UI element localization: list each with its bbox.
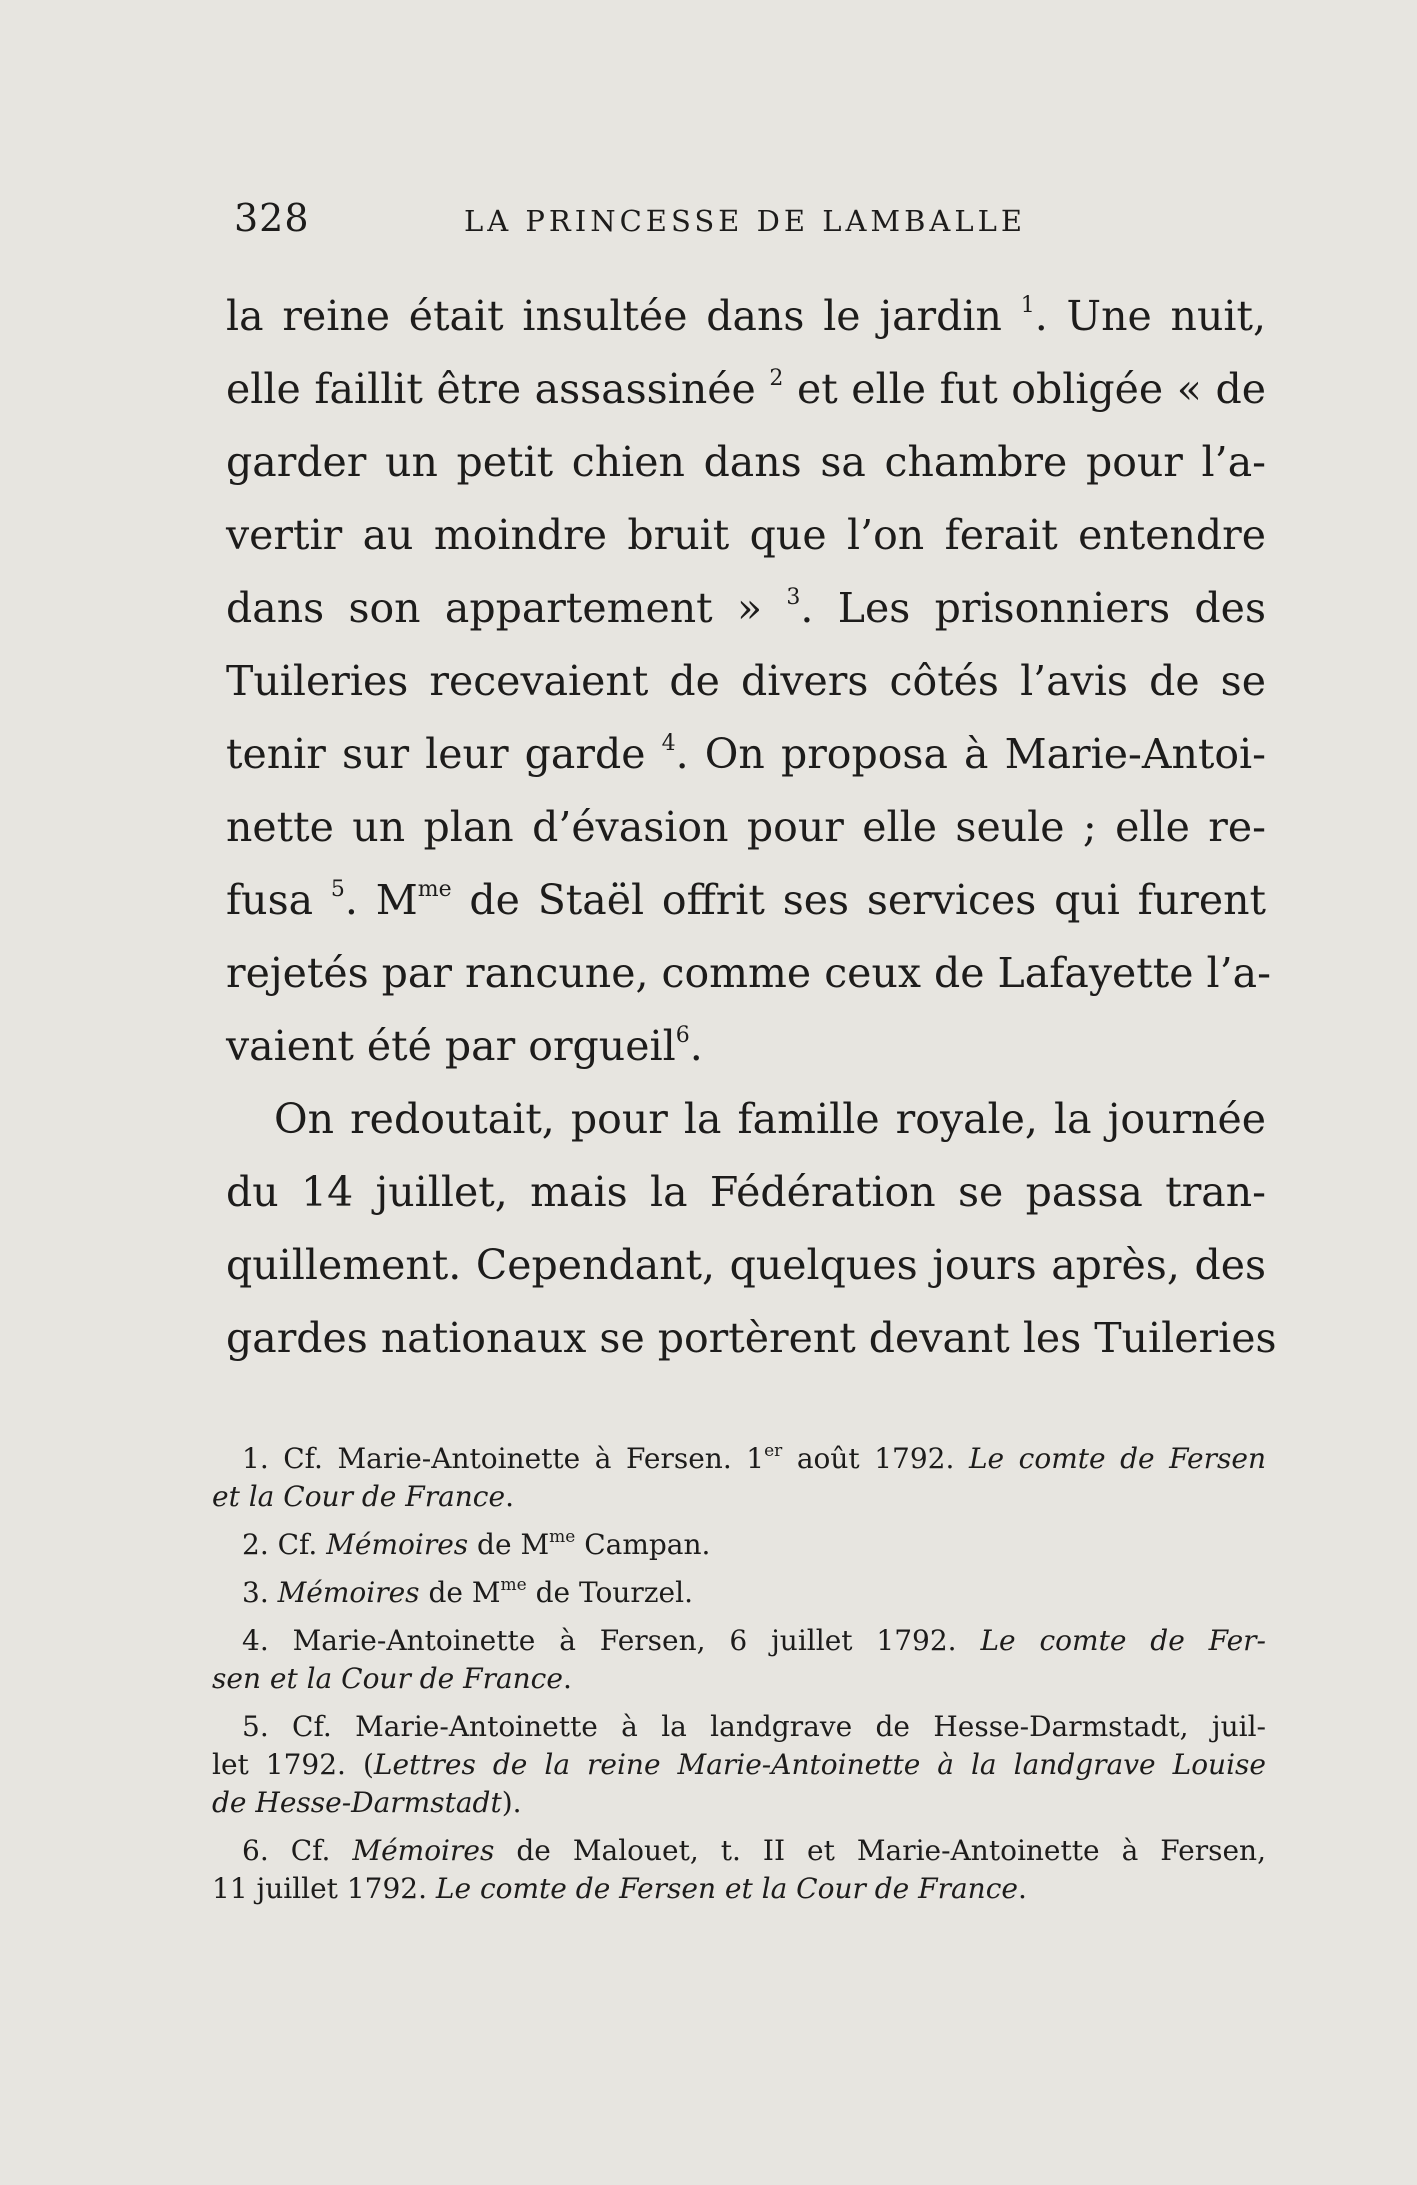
text-line: Tuileries recevaient de divers côtés l’avis de se [226,657,1266,705]
text-line: quillement. Cependant, quelques jours après, des [226,1241,1266,1289]
footnote [212,1574,1266,1612]
running-title: LA PRINCESSE DE LAMBALLE [464,204,1027,238]
footnote [212,1526,1266,1564]
text-line: gardes nationaux se portèrent devant les Tuileries [226,1314,1277,1362]
footnote-ref: 2 [769,366,784,391]
footnote-line: 5. Cf. Marie-Antoinette à la landgrave de Hesse-Darmstadt, juil- [242,1710,1266,1743]
footnote-line: let 1792. (Lettres de la reine Marie-Antoinette à la landgrave Louise [212,1748,1266,1781]
text-line: la reine était insultée dans le jardin $^1$. Une nuit, [226,292,1266,340]
footnote-line: 2. Cf. Mémoires de $M^{me}$ Campan. [242,1527,711,1561]
footnote-line: 4. Marie-Antoinette à Fersen, 6 juillet 1792. Le comte de Fer- [242,1624,1266,1657]
footnote [212,1708,1266,1822]
abbrev-superscript: me [417,877,452,902]
footnotes [212,1440,1266,1918]
text-line: elle faillit être assassinée $^2$ et elle fut obligée « de [226,365,1266,413]
text-line: rejetés par rancune, comme ceux de Lafayette l’a- [226,949,1271,997]
footnote [212,1440,1266,1516]
footnote-line: 11 juillet 1792. Le comte de Fersen et la Cour de France. [212,1872,1027,1905]
footnote-ref: 5 [330,877,345,902]
footnote-ref: 3 [786,585,801,610]
text-line: On redoutait, pour la famille royale, la journée [274,1095,1266,1143]
footnote-line: 6. Cf. Mémoires de Malouet, t. II et Marie-Antoinette à Fersen, [242,1834,1266,1867]
text-line: tenir sur leur garde $^4$. On proposa à Marie-Antoi- [226,730,1266,778]
body-text [226,280,1277,1375]
text-line: garder un petit chien dans sa chambre pour l’a- [226,438,1266,486]
footnote-line: 3. Mémoires de $M^{me}$ de Tourzel. [242,1575,693,1609]
text-line: vertir au moindre bruit que l’on ferait entendre [226,511,1266,559]
footnote [212,1622,1266,1698]
running-head [234,196,1264,248]
text-line: dans son appartement » $^3$. Les prisonniers des [226,584,1266,632]
text-line: du 14 juillet, mais la Fédération se passa tran- [226,1168,1266,1216]
footnote-ref: 1 [1020,293,1035,318]
text-line: fusa $^5$. $M^{me}$ de Staël offrit ses services qui furent [226,876,1266,924]
footnote-ref: 6 [675,1023,690,1048]
page-number: 328 [234,196,310,240]
footnote-line: 1. Cf. Marie-Antoinette à Fersen. 1er août 1792. Le comte de Fersen [242,1441,1266,1475]
footnote-ref: 4 [661,731,676,756]
footnote-line: sen et la Cour de France. [212,1662,572,1695]
footnote [212,1832,1266,1908]
footnote-line: de Hesse-Darmstadt). [212,1786,522,1819]
text-line: vaient été par orgueil$^6$. [226,1022,703,1070]
footnote-line: et la Cour de France. [212,1480,514,1513]
text-line: nette un plan d’évasion pour elle seule ; elle re- [226,803,1266,851]
